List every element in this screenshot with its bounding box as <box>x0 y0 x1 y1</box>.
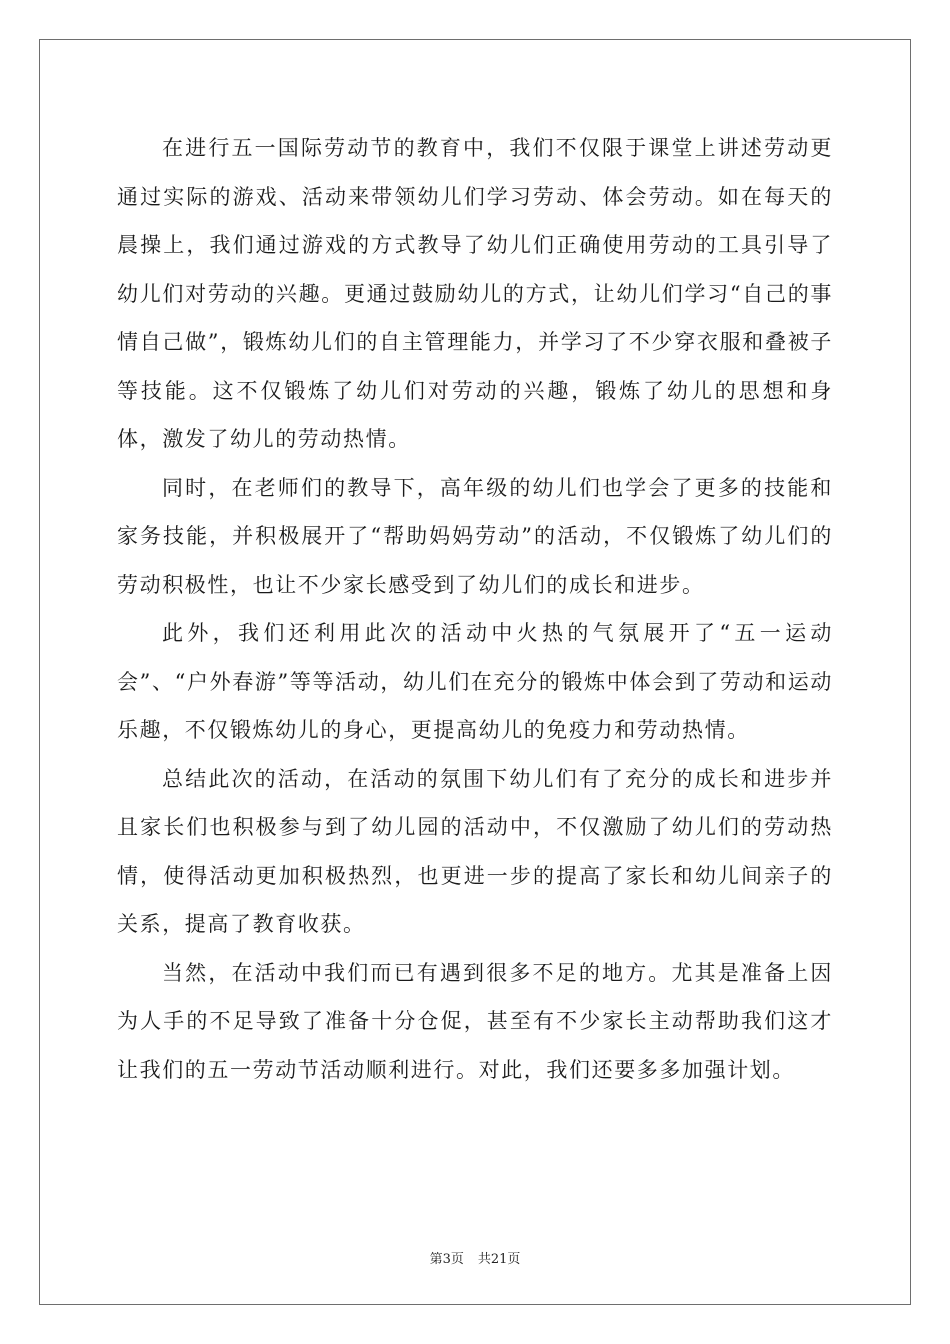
page-total: 共21页 <box>477 1252 521 1267</box>
paragraph-1: 在进行五一国际劳动节的教育中，我们不仅限于课堂上讲述劳动更通过实际的游戏、活动来带领幼儿们学习劳动、体会劳动。如在每天的晨操上，我们通过游戏的方式教导了幼儿们正确使用劳动的工具引导了幼儿们对劳动的兴趣。更通过鼓励幼儿的方式，让幼儿们学习“自己的事情自己做”，锻炼幼儿们的自主管理能力，并学习了不少穿衣服和叠被子等技能。这不仅锻炼了幼儿们对劳动的兴趣，锻炼了幼儿的思想和身体，激发了幼儿的劳动热情。 <box>117 136 833 451</box>
paragraph-2: 同时，在老师们的教导下，高年级的幼儿们也学会了更多的技能和家务技能，并积极展开了“帮助妈妈劳动”的活动，不仅锻炼了幼儿们的劳动积极性，也让不少家长感受到了幼儿们的成长和进步。 <box>117 475 833 597</box>
document-body <box>117 124 833 1094</box>
paragraph-4: 总结此次的活动，在活动的氛围下幼儿们有了充分的成长和进步并且家长们也积极参与到了幼儿园的活动中，不仅激励了幼儿们的劳动热情，使得活动更加积极热烈，也更进一步的提高了家长和幼儿间亲子的关系，提高了教育收获。 <box>117 766 833 936</box>
paragraph-3: 此外，我们还利用此次的活动中火热的气氛展开了“五一运动会”、“户外春游”等等活动，幼儿们在充分的锻炼中体会到了劳动和运动乐趣，不仅锻炼幼儿的身心，更提高幼儿的免疫力和劳动热情。 <box>117 621 833 742</box>
page-number: 第3页 <box>429 1252 464 1267</box>
paragraph-5: 当然，在活动中我们而已有遇到很多不足的地方。尤其是准备上因为人手的不足导致了准备十分仓促，甚至有不少家长主动帮助我们这才让我们的五一劳动节活动顺利进行。对此，我们还要多多加强计划。 <box>117 960 833 1082</box>
page-footer <box>0 1248 950 1267</box>
